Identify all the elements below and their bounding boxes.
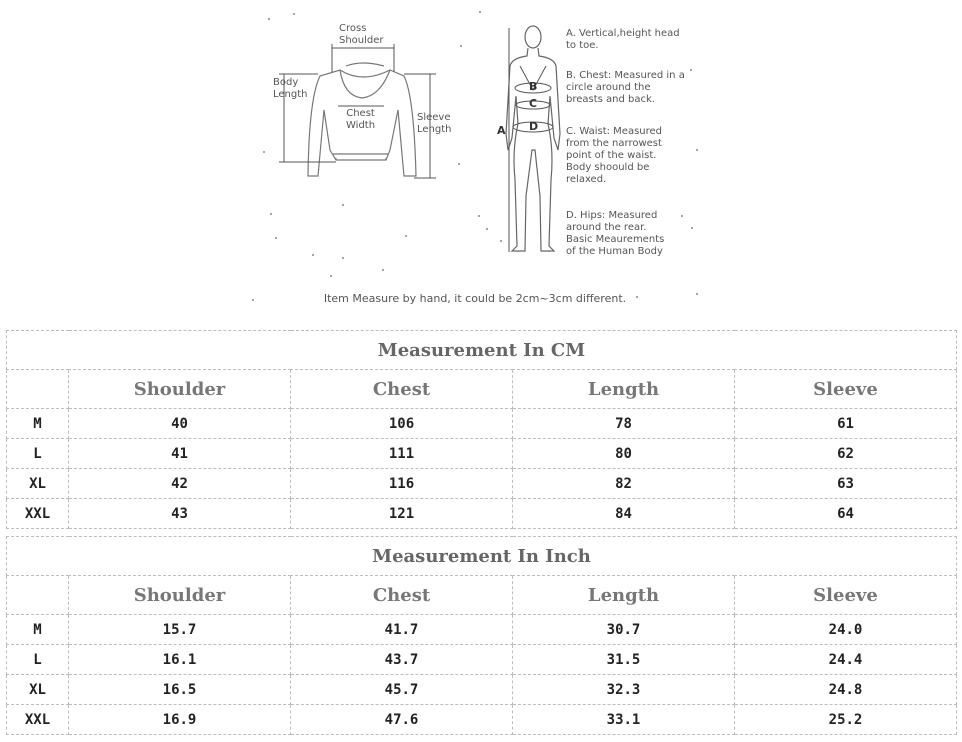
- value-cell: 111: [291, 439, 513, 469]
- size-cell: M: [7, 615, 69, 645]
- body-letter-c: C: [529, 97, 538, 110]
- size-cell: XL: [7, 675, 69, 705]
- value-cell: 15.7: [69, 615, 291, 645]
- value-cell: 41.7: [291, 615, 513, 645]
- table-row: [7, 615, 957, 645]
- value-cell: 24.0: [735, 615, 957, 645]
- size-header-cell: [7, 576, 69, 615]
- inch-table-title: Measurement In Inch: [7, 537, 957, 576]
- cm-col-chest: Chest: [291, 370, 513, 409]
- value-cell: 84: [513, 499, 735, 529]
- body-letter-d: D: [529, 120, 539, 133]
- value-cell: 43.7: [291, 645, 513, 675]
- inch-header-row: [7, 576, 957, 615]
- note-waist: C. Waist: Measured from the narrowest point of the waist. Body shoould be relaxed.: [566, 126, 663, 185]
- value-cell: 32.3: [513, 675, 735, 705]
- table-row: [7, 645, 957, 675]
- inch-col-chest: Chest: [291, 576, 513, 615]
- size-cell: XXL: [7, 499, 69, 529]
- value-cell: 30.7: [513, 615, 735, 645]
- note-vertical: A. Vertical,height head to toe.: [566, 28, 680, 51]
- value-cell: 82: [513, 469, 735, 499]
- table-row: [7, 469, 957, 499]
- inch-size-table: [6, 536, 957, 735]
- measurement-diagram: [0, 0, 962, 325]
- size-cell: L: [7, 439, 69, 469]
- value-cell: 45.7: [291, 675, 513, 705]
- sleeve-length-label: Sleeve Length: [417, 112, 452, 135]
- value-cell: 78: [513, 409, 735, 439]
- value-cell: 80: [513, 439, 735, 469]
- body-letter-a: A: [497, 124, 506, 137]
- value-cell: 43: [69, 499, 291, 529]
- note-chest: B. Chest: Measured in a circle around the breasts and back.: [566, 70, 685, 105]
- value-cell: 31.5: [513, 645, 735, 675]
- table-row: [7, 439, 957, 469]
- value-cell: 61: [735, 409, 957, 439]
- value-cell: 42: [69, 469, 291, 499]
- inch-col-length: Length: [513, 576, 735, 615]
- table-row: [7, 409, 957, 439]
- table-row: [7, 705, 957, 735]
- value-cell: 25.2: [735, 705, 957, 735]
- cm-col-length: Length: [513, 370, 735, 409]
- inch-col-shoulder: Shoulder: [69, 576, 291, 615]
- value-cell: 24.8: [735, 675, 957, 705]
- cm-col-sleeve: Sleeve: [735, 370, 957, 409]
- cross-shoulder-label: Cross Shoulder: [339, 23, 384, 46]
- table-row: [7, 499, 957, 529]
- value-cell: 16.5: [69, 675, 291, 705]
- value-cell: 121: [291, 499, 513, 529]
- value-cell: 62: [735, 439, 957, 469]
- value-cell: 16.9: [69, 705, 291, 735]
- value-cell: 47.6: [291, 705, 513, 735]
- diagram-drawing: [0, 0, 962, 325]
- value-cell: 63: [735, 469, 957, 499]
- cm-size-table: [6, 330, 957, 529]
- cm-header-row: [7, 370, 957, 409]
- note-hips: D. Hips: Measured around the rear. Basic Meaurements of the Human Body: [566, 210, 665, 257]
- body-letter-b: B: [529, 80, 538, 93]
- value-cell: 16.1: [69, 645, 291, 675]
- table-row: [7, 675, 957, 705]
- value-cell: 116: [291, 469, 513, 499]
- size-header-cell: [7, 370, 69, 409]
- size-cell: XXL: [7, 705, 69, 735]
- size-cell: M: [7, 409, 69, 439]
- value-cell: 106: [291, 409, 513, 439]
- body-figure: [506, 26, 560, 251]
- size-cell: L: [7, 645, 69, 675]
- value-cell: 41: [69, 439, 291, 469]
- cm-col-shoulder: Shoulder: [69, 370, 291, 409]
- measure-note: Item Measure by hand, it could be 2cm~3cm different.: [323, 292, 627, 305]
- value-cell: 64: [735, 499, 957, 529]
- value-cell: 40: [69, 409, 291, 439]
- value-cell: 33.1: [513, 705, 735, 735]
- body-length-label: Body Length: [273, 77, 308, 100]
- chest-width-label: Chest Width: [346, 108, 376, 131]
- size-cell: XL: [7, 469, 69, 499]
- inch-col-sleeve: Sleeve: [735, 576, 957, 615]
- cm-table-title: Measurement In CM: [7, 331, 957, 370]
- value-cell: 24.4: [735, 645, 957, 675]
